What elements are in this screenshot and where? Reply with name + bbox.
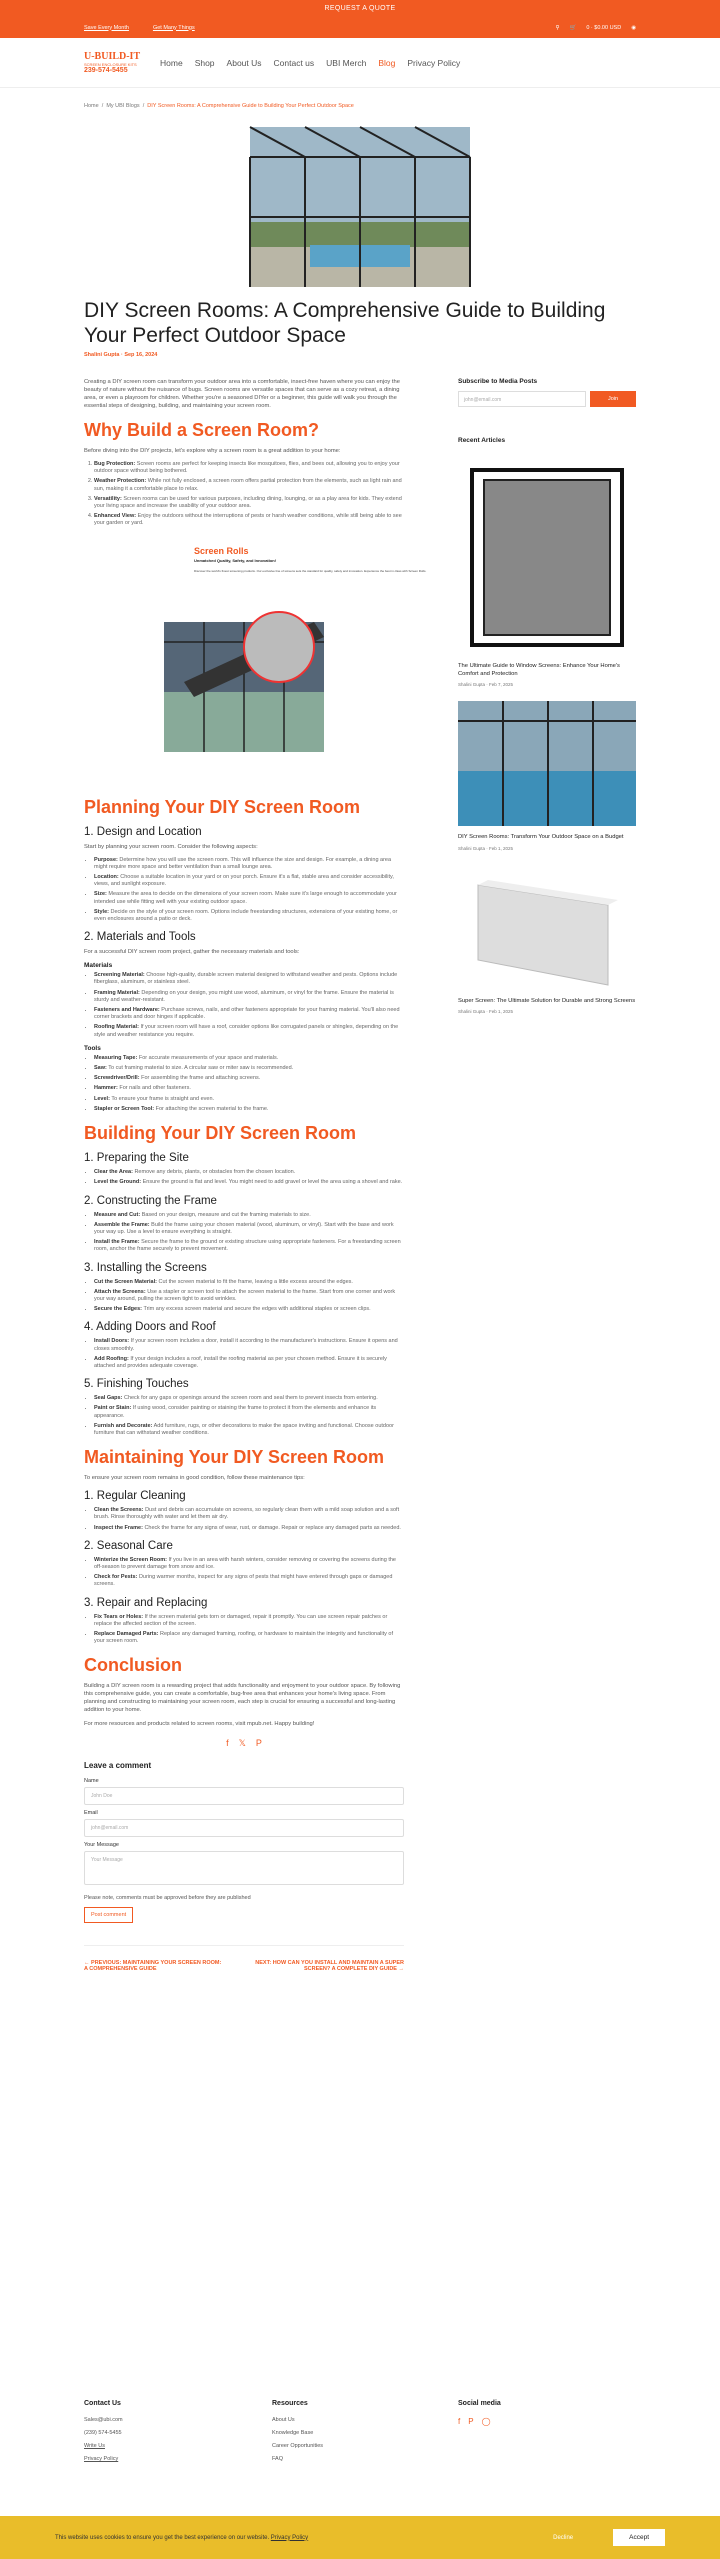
- list-item: • Clear the Area: Remove any debris, plants, or obstacles from the chosen location.: [94, 1169, 404, 1176]
- footer-kb[interactable]: Knowledge Base: [272, 2430, 314, 2436]
- article-meta: Shalini Gupta · Feb 7, 2025: [458, 682, 514, 687]
- cookie-banner: [0, 2516, 720, 2559]
- list-item: • Hammer: For nails and other fasteners.: [94, 1085, 404, 1092]
- paragraph: Start by planning your screen room. Consider the following aspects:: [84, 843, 258, 850]
- footer-privacy[interactable]: Privacy Policy: [84, 2456, 119, 2462]
- join-button[interactable]: Join: [590, 391, 636, 407]
- list-item: • Furnish and Decorate: Add furniture, rugs, or other decorations to make the space inviting and functional. Choose outdoor furniture that can withstand weather conditions.: [94, 1423, 404, 1437]
- nav-contact[interactable]: Contact us: [273, 57, 315, 68]
- list-item: • Inspect the Frame: Check the frame for any signs of wear, rust, or damage. Repair or replace any damaged parts as needed.: [94, 1525, 404, 1532]
- article-title[interactable]: The Ultimate Guide to Window Screens: Enhance Your Home's Comfort and Protection: [458, 663, 620, 677]
- footer-faq[interactable]: FAQ: [272, 2456, 284, 2462]
- nav-blog[interactable]: Blog: [378, 57, 396, 68]
- list-item: • Assemble the Frame: Build the frame using your chosen material (wood, aluminum, or vinyl). Start with the base and work your way up. Use a level to ensure everything is straight.: [94, 1222, 404, 1236]
- moderation-note: Please note, comments must be approved before they are published: [84, 1895, 251, 1902]
- paragraph: Building a DIY screen room is a rewarding project that adds functionality and enjoyment to your outdoor space. By following this comprehensive guide, you can create a comfortable, bug-free area that enhances your home's living space. From planning and constructing to maintaining your screen room, each step is crucial for ensuring a successful and long-lasting addition to your home.: [84, 1683, 401, 1714]
- list-item: • Add Roofing: If your design includes a roof, install the roofing material as per your chosen method. Ensure it is securely attached and provides adequate coverage.: [94, 1356, 404, 1370]
- list-item: • Purpose: Determine how you will use the screen room. This will influence the size and design. For example, a dining area might require more space and better ventilation than a small lounge area.: [94, 857, 404, 871]
- list-item: • Install Doors: If your screen room includes a door, install it according to the manufacturer's instructions. Ensure it opens and closes smoothly.: [94, 1338, 404, 1352]
- recent-article-card[interactable]: [458, 701, 636, 851]
- logo-text: U-BUILD-IT: [84, 51, 141, 62]
- ad-body: Discover the world's finest screening products. Our exclusive line of screens sets the standard for quality, safety and innovation. Experience the best in class with Screen Rolls.: [194, 568, 427, 573]
- cart-summary[interactable]: 0 · $0.00 USD: [586, 24, 622, 31]
- logo-phone: 239-574-5455: [84, 67, 128, 74]
- comment-form: [84, 1761, 404, 1923]
- list-item: • Saw: To cut framing material to size. A circular saw or miter saw is recommended.: [94, 1065, 404, 1072]
- footer-social-heading: Social media: [458, 2400, 501, 2407]
- name-input[interactable]: John Doe: [84, 1787, 404, 1805]
- site-footer: [0, 2386, 720, 2516]
- subheading: 1. Design and Location: [84, 825, 202, 838]
- subheading: 5. Finishing Touches: [84, 1378, 189, 1391]
- list-item: • Fix Tears or Holes: If the screen material gets torn or damaged, repair it promptly. You can use screen repair patches or replace the affected section of the screen.: [94, 1614, 404, 1628]
- subheading: 1. Regular Cleaning: [84, 1490, 186, 1503]
- subheading: 2. Seasonal Care: [84, 1539, 173, 1552]
- logo-tagline: SCREEN ENCLOSURE KITS: [84, 62, 137, 67]
- list-item: • Attach the Screens: Use a stapler or screen tool to attach the screen material to the frame. Start from one corner and work your way around, pulling the screen tight to avoid wrinkles.: [94, 1289, 404, 1303]
- utility-bar: [0, 17, 720, 38]
- footer-phone[interactable]: (239) 574-5455: [84, 2430, 122, 2436]
- list-item: • Paint or Stain: If using wood, consider painting or staining the frame to protect it from the elements and enhance its appearance.: [94, 1405, 404, 1419]
- user-icon[interactable]: ◉: [631, 24, 636, 31]
- subheading: 4. Adding Doors and Roof: [84, 1321, 216, 1334]
- intro-paragraph: Creating a DIY screen room can transform your outdoor area into a comfortable, insect-free haven where you can enjoy the beauty of nature without the nuisance of bugs. Screen rooms are versatile spaces that can serve as a cozy retreat, a dining area, or even a playroom for children. Whether you're a seasoned DIYer or a beginner, this guide will walk you through the essential steps of designing, building, and maintaining your screen room.: [84, 379, 400, 409]
- paragraph: To ensure your screen room remains in good condition, follow these maintenance tips:: [84, 1475, 305, 1482]
- instagram-icon[interactable]: ◯: [481, 2417, 491, 2426]
- list-item: • Cut the Screen Material: Cut the screen material to fit the frame, leaving a little excess around the edges.: [94, 1279, 404, 1286]
- minor-heading: Materials: [84, 962, 113, 970]
- recent-heading: Recent Articles: [458, 437, 506, 444]
- list-item: • Level: To ensure your frame is straight and even.: [94, 1096, 404, 1103]
- list-item: • Framing Material: Depending on your design, you might use wood, aluminum, or vinyl for the frame. Ensure the material is sturdy and weather-resistant.: [94, 990, 404, 1004]
- facebook-icon[interactable]: f: [226, 1738, 229, 1749]
- promo-link-2[interactable]: Get Many Things: [152, 24, 195, 31]
- recent-article-card[interactable]: [458, 865, 636, 1015]
- hero-image: [250, 127, 470, 287]
- subheading: 2. Constructing the Frame: [84, 1194, 217, 1207]
- list-item: • Install the Frame: Secure the frame to the ground or existing structure using appropriate fasteners. For a freestanding screen room, anchor the frame securely to prevent movement.: [94, 1239, 404, 1253]
- message-label: Your Message: [84, 1842, 119, 1849]
- cart-icon[interactable]: 🛒: [569, 24, 577, 31]
- post-pagination: [84, 1945, 404, 1972]
- list-item: 4. Enhanced View: Enjoy the outdoors without the interruptions of pests or harsh weather conditions, while still being able to see your garden or yard.: [94, 513, 404, 527]
- nav-about[interactable]: About Us: [226, 57, 262, 68]
- search-icon[interactable]: ⚲: [555, 24, 560, 31]
- message-input[interactable]: Your Message: [84, 1851, 404, 1885]
- share-buttons: [84, 1738, 404, 1749]
- list-item: • Replace Damaged Parts: Replace any damaged framing, roofing, or hardware to maintain the integrity and functionality of your screen room.: [94, 1631, 404, 1645]
- list-item: • Seal Gaps: Check for any gaps or openings around the screen room and seal them to prevent insects from entering.: [94, 1395, 404, 1402]
- cookie-accept-button[interactable]: Accept: [613, 2529, 665, 2546]
- paragraph: For a successful DIY screen room project, gather the necessary materials and tools:: [84, 949, 300, 956]
- crumb-current: DIY Screen Rooms: A Comprehensive Guide to Building Your Perfect Outdoor Space: [147, 103, 354, 109]
- list-item: • Secure the Edges: Trim any excess screen material and secure the edges with additional staples or screen clips.: [94, 1306, 404, 1313]
- site-header: [0, 38, 720, 88]
- post-comment-button[interactable]: Post comment: [84, 1907, 133, 1923]
- footer-about[interactable]: About Us: [272, 2417, 295, 2423]
- breadcrumb: Home / My UBI Blogs / DIY Screen Rooms: A Comprehensive Guide to Building Your Perfect Outdoor Space: [84, 103, 354, 109]
- main-nav: [160, 58, 460, 68]
- list-item: • Measuring Tape: For accurate measurements of your space and materials.: [94, 1055, 404, 1062]
- section-heading: Maintaining Your DIY Screen Room: [84, 1447, 385, 1468]
- nav-shop[interactable]: Shop: [194, 57, 215, 68]
- section-heading: Planning Your DIY Screen Room: [84, 796, 361, 817]
- prev-post-link[interactable]: ← PREVIOUS: MAINTAINING YOUR SCREEN ROOM: A COMPREHENSIVE GUIDE: [84, 1960, 222, 1973]
- pinterest-icon[interactable]: P: [468, 2417, 474, 2426]
- page-title: DIY Screen Rooms: A Comprehensive Guide to Building Your Perfect Outdoor Space: [84, 299, 606, 347]
- subheading: 1. Preparing the Site: [84, 1152, 189, 1165]
- list-item: • Screwdriver/Drill: For assembling the frame and attaching screens.: [94, 1075, 404, 1082]
- nav-merch[interactable]: UBI Merch: [326, 57, 367, 68]
- paragraph: Before diving into the DIY projects, let's explore why a screen room is a great addition to your home:: [84, 448, 341, 454]
- facebook-icon[interactable]: f: [458, 2417, 461, 2426]
- cookie-decline-button[interactable]: Decline: [553, 2534, 574, 2541]
- article-body: [84, 378, 427, 1973]
- pool-screen-image: [458, 701, 636, 826]
- list-item: • Winterize the Screen Room: If you live in an area with harsh winters, consider removing or covering the screens during the off-season to prevent damage from snow and ice.: [94, 1557, 404, 1571]
- minor-heading: Tools: [84, 1044, 101, 1052]
- subheading: 2. Materials and Tools: [84, 931, 196, 944]
- section-heading: Conclusion: [84, 1655, 182, 1676]
- request-quote-bar[interactable]: [0, 0, 720, 17]
- list-item: 2. Weather Protection: While not fully enclosed, a screen room offers partial protection from the elements, such as light rain and sun, making it a comfortable place to relax.: [94, 478, 404, 492]
- crumb-blog[interactable]: My UBI Blogs: [106, 103, 140, 109]
- list-item: • Check for Pests: During warmer months, inspect for any signs of pests that might have entered through gaps or damaged screens.: [94, 1574, 404, 1588]
- list-item: • Roofing Material: If your screen room will have a roof, consider options like corrugated panels or shingles, depending on the style and weather resistance you require.: [94, 1024, 404, 1038]
- cookie-text: This website uses cookies to ensure you get the best experience on our website.: [55, 2534, 270, 2541]
- list-item: • Style: Decide on the style of your screen room. Options include freestanding structures, extensions of your existing home, or even enclosures around a patio or deck.: [94, 909, 404, 923]
- sidebar: [458, 378, 636, 1028]
- ad-subtitle: Unmatched Quality, Safety, and Innovation!: [194, 557, 277, 563]
- crumb-home[interactable]: Home: [84, 103, 99, 109]
- nav-privacy[interactable]: Privacy Policy: [407, 57, 461, 68]
- request-quote-link[interactable]: REQUEST A QUOTE: [324, 5, 396, 12]
- name-label: Name: [84, 1778, 99, 1785]
- cookie-privacy-link[interactable]: Privacy Policy: [270, 2534, 309, 2541]
- next-post-link[interactable]: NEXT: HOW CAN YOU INSTALL AND MAINTAIN A SUPER SCREEN? A COMPLETE DIY GUIDE →: [255, 1960, 404, 1973]
- footer-careers[interactable]: Career Opportunities: [272, 2443, 324, 2449]
- promo-link-1[interactable]: Save Every Month: [84, 24, 129, 31]
- list-item: • Stapler or Screen Tool: For attaching the screen material to the frame.: [94, 1106, 404, 1113]
- subheading: 3. Repair and Replacing: [84, 1596, 208, 1609]
- ad-title: Screen Rolls: [194, 545, 249, 556]
- email-label: Email: [84, 1810, 98, 1817]
- nav-home[interactable]: Home: [160, 57, 183, 68]
- footer-email[interactable]: Sales@ubi.com: [84, 2417, 123, 2423]
- subscribe-email-input[interactable]: john@email.com: [458, 391, 586, 407]
- article-title[interactable]: Super Screen: The Ultimate Solution for Durable and Strong Screens: [458, 997, 636, 1004]
- article-title[interactable]: DIY Screen Rooms: Transform Your Outdoor Space on a Budget: [458, 834, 624, 840]
- why-list: [94, 461, 404, 528]
- paragraph: For more resources and products related to screen rooms, visit mpub.net. Happy building!: [84, 1721, 315, 1728]
- post-meta: Shalini Gupta · Sep 16, 2024: [84, 352, 158, 358]
- subheading: 3. Installing the Screens: [84, 1261, 207, 1274]
- list-item: • Screening Material: Choose high-quality, durable screen material designed to withstand weather and pests. Options include fiberglass, aluminum, or stainless steel.: [94, 972, 404, 986]
- section-heading: Building Your DIY Screen Room: [84, 1123, 357, 1144]
- pinterest-icon[interactable]: P: [255, 1738, 262, 1749]
- section-heading: Why Build a Screen Room?: [84, 420, 320, 440]
- site-logo[interactable]: [84, 46, 142, 80]
- footer-contact-heading: Contact Us: [84, 2400, 121, 2407]
- footer-resources-heading: Resources: [272, 2400, 308, 2407]
- list-item: • Size: Measure the area to decide on the dimensions of your screen room. Make sure it's large enough to accommodate your intended use while fitting well with your existing outdoor space.: [94, 891, 404, 905]
- x-icon[interactable]: 𝕏: [238, 1738, 246, 1749]
- recent-article-card[interactable]: [458, 450, 636, 687]
- list-item: • Level the Ground: Ensure the ground is flat and level. You might need to add gravel or level the area using a shovel and rake.: [94, 1179, 404, 1186]
- super-screen-image: [458, 865, 636, 990]
- window-screen-image: [458, 450, 636, 655]
- list-item: • Measure and Cut: Based on your design, measure and cut the framing materials to size.: [94, 1212, 404, 1219]
- list-item: • Location: Choose a suitable location in your yard or on your porch. Ensure it's a flat, stable area and consider accessibility, views, and sunlight exposure.: [94, 874, 404, 888]
- list-item: 1. Bug Protection: Screen rooms are perfect for keeping insects like mosquitoes, flies, and bees out, allowing you to enjoy your outdoor space without being bothered.: [94, 461, 404, 475]
- list-item: 3. Versatility: Screen rooms can be used for various purposes, including dining, lounging, or as a play area for kids. They extend your living space and increase the usability of your outdoor area.: [94, 496, 404, 510]
- comment-heading: Leave a comment: [84, 1761, 152, 1771]
- article-meta: Shalini Gupta · Feb 1, 2025: [458, 1009, 514, 1014]
- email-input[interactable]: john@email.com: [84, 1819, 404, 1837]
- list-item: • Clean the Screens: Dust and debris can accumulate on screens, so regularly clean them with a mild soap solution and a soft brush. Rinse thoroughly with water and let them air dry.: [94, 1507, 404, 1521]
- footer-write-us[interactable]: Write Us: [84, 2443, 105, 2449]
- list-item: • Fasteners and Hardware: Purchase screws, nails, and other fasteners appropriate for your framing material. You'll also need corner brackets and door hinges if applicable.: [94, 1007, 404, 1021]
- screen-rolls-ad[interactable]: [164, 542, 427, 777]
- article-meta: Shalini Gupta · Feb 1, 2025: [458, 845, 514, 851]
- subscribe-heading: Subscribe to Media Posts: [458, 378, 538, 385]
